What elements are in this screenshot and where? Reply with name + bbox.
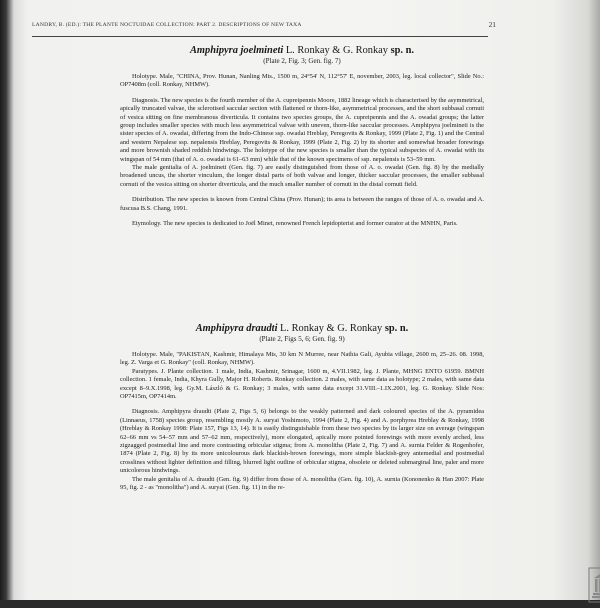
species-2-holotype: Holotype. Male, "PAKISTAN, Kashmir, Himalaya Mts, 30 km N Murree, near Nathia Gali, Ayubia village, 2600 m, 25–26. 08. 1998, leg. Z. Varga et G. Ronkay" (coll. Ronkay, NHMW). xyxy=(120,351,484,367)
species-2-plates: (Plate 2, Figs 5, 6; Gen. fig. 9) xyxy=(259,335,345,343)
museum-seal-icon xyxy=(588,567,600,603)
species-1-plates: (Plate 2, Fig. 3; Gen. fig. 7) xyxy=(263,57,341,65)
species-2-paratypes: Paratypes. J. Plante collection. 1 male, India, Kashmir, Srinagar, 1600 m, 4.VII.1982, leg. J. Plante, MHNG ENTO 61959. BMNH collection. 1 female, India, Khyra Gully, Major H. Roberts. Ronkay collection. 2 males, with same data as holotype; 2 males, with same data except 8–9.X.1998, leg. Gy.M. László & G. Ronkay; 3 males, with same data except 31.VIII.–1.IX.2001, leg. G. Ronkay. Slide Nos: OP7415m, OP7414m. xyxy=(120,367,484,401)
species-1-title xyxy=(120,45,484,57)
species-1-etymology: Etymology. The new species is dedicated to Joël Minet, renowned French lepidopterist and former curator at the MNHN, Paris. xyxy=(132,220,458,228)
species-1-diagnosis: Diagnosis. The new species is the fourth member of the A. cupreipennis Moore, 1882 lineage which is characterised by the asymmetrical, apically truncated valvae, the sclerotised saccular section with flattened or thorn-like, asymmetrical processes, and the short subbasal cornuti of vesica sitting on fine membranous diverticula. It contains two species groups, the A. cupreipennis and the A. owadai groups; the latter group includes smaller species with much less asymmetrical valvae with uneven, thorn-like saccular processes. Amphipyra joelmineti is the sister species of A. owadai, differing from the Indo-Chinese ssp. owadai Hreblay, Peregovits & Ronkay, 1999 (Plate 2, Fig. 1) and the Central and western Nepalese ssp. nepalensis Hreblay, Peregovits & Ronkay, 1999 (Plate 2, Fig. 2) by its shorter and somewhat broader forewings and more brownish shaded reddish hindwings. The holotype of the new species is smaller than the typical subspecies of A. owadai with its wingspan of 54 mm (that of A. o. owadai is 61–63 mm) while that of the known specimens of ssp. nepalensis is 53–59 mm. xyxy=(120,96,484,163)
species-2-title xyxy=(120,323,484,335)
species-1-distribution: Distribution. The new species is known from Central China (Prov. Hunan); its area is between the ranges of those of A. o. owadai and A. fuscusa B.S. Chang, 1991. xyxy=(120,196,484,212)
species-1-spn: sp. n. xyxy=(390,45,414,56)
species-2-genus: Amphipyra draudti xyxy=(195,323,278,334)
page-number: 21 xyxy=(488,20,496,29)
species-2-spn: sp. n. xyxy=(384,323,409,334)
species-1-genus: Amphipyra joelmineti xyxy=(189,45,284,56)
running-title: LANDRY, B. (ED.): THE PLANTE NOCTUIDAE COLLECTION: PART 2. DESCRIPTIONS OF NEW TAXA xyxy=(32,22,302,28)
species-1-genitalia: The male genitalia of A. joelmineti (Gen. fig. 7) are easily distinguished from those of A. o. owadai (Gen. fig. 8) by the medially broadened uncus, the shorter vinculum, the longer distal parts of both valvae and longer, thicker saccular processes, the smaller subbasal cornuti of the vesica sitting on shorter diverticula, and the much smaller number of cornuti in the distal cornuti field. xyxy=(120,164,484,188)
document-page xyxy=(22,18,592,600)
species-1-authors: L. Ronkay & G. Ronkay xyxy=(283,45,391,56)
species-2-authors: L. Ronkay & G. Ronkay xyxy=(277,323,385,334)
species-2-genitalia: The male genitalia of A. draudti (Gen. fig. 9) differ from those of A. monolitha (Gen. fig. 10), A. surnia (Kononenko & Han 2007: Plate 95, fig. 2 - as "monolitha") and A. suryai (Gen. fig. 11) in the re- xyxy=(120,475,484,492)
running-header xyxy=(32,20,496,37)
species-2-section xyxy=(120,323,484,493)
species-2-diagnosis: Diagnosis. Amphipyra draudti (Plate 2, Figs 5, 6) belongs to the weakly patterned and dark coloured species of the A. pyramidea (Linnaeus, 1758) species group, resembling mostly A. suryai Yoshimoto, 1994 (Plate 2, Fig. 4) and A. porphyrea Hreblay & Ronkay, 1998 (Hreblay & Ronkay 1998: Plate 157, Figs 13, 14). It is easily distinguishable from these two species by its larger size on average (wingspan 62–66 mm vs 54–57 mm and 57–62 mm, respectively), more elongated, apically more pointed forewings with more evenly arched, less zigzagged postmedial line and more contrasting orbicular stigma; from A. monolitha (Plate 2, Fig. 7) and A. surnia Felder & Rogenhofer, 1874 (Plate 2, Fig. 8) by its more unicolourous dark blackish-brown forewings, more simple blackish-grey antemedial and postmedial crosslines without lighter definition and filling, blurred light outline of orbicular stigma, obsolete or deleted submarginal line, paler and more unicolorous hindwings. xyxy=(120,408,484,475)
species-1-holotype: Holotype. Male, "CHINA, Prov. Hunan, Nanling Mts., 1500 m, 24°54' N, 112°57' E, november, 2003, leg. local collector", Slide No.: OP7408m (coll. Ronkay, NHMW). xyxy=(120,73,484,89)
species-1-section xyxy=(120,45,484,229)
